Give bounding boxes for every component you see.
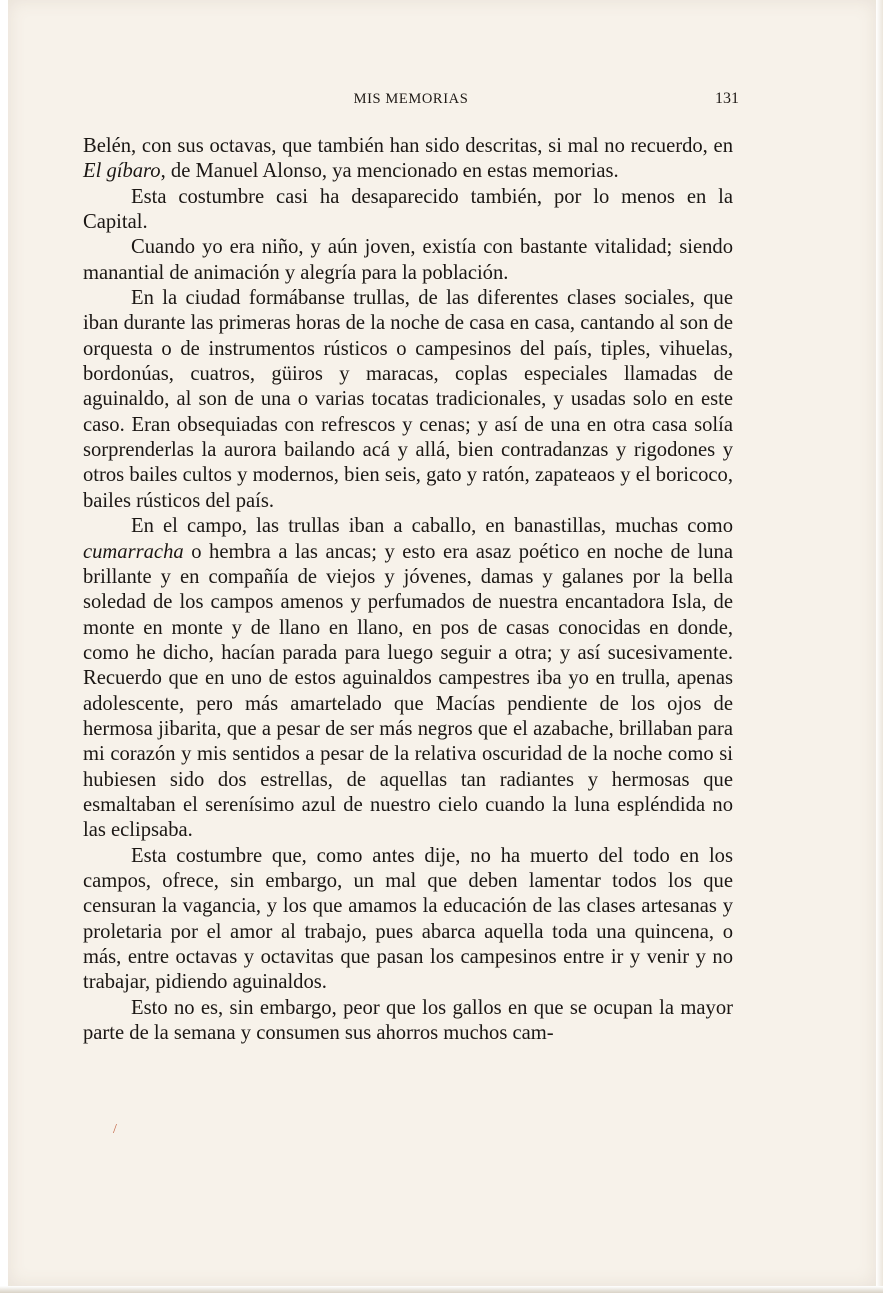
paragraph: [83, 844, 733, 996]
text-run: En la ciudad formábanse trullas, de las diferentes clases sociales, que iban durante las primeras horas de la noche de casa en casa, cantando al son de orquesta o de instrumentos rústicos o campesinos del país, tiples, vihuelas, bordonúas, cuatros, güiros y maracas, coplas especiales llamadas de aguinaldo, al son de una o varias tocatas tradicionales, y usadas solo en este caso. Eran obsequiadas con refrescos y cenas; y así de una en otra casa solía sorprenderlas la aurora bailando acá y allá, bien contradanzas y rigodones y otros bailes cultos y modernos, bien seis, gato y ratón, zapateaos y el boricoco, bailes rústicos del país.: [83, 287, 733, 512]
paragraph: [83, 514, 733, 843]
paragraph: [83, 134, 733, 185]
text-run: , de Manuel Alonso, ya mencionado en estas memorias.: [160, 160, 619, 183]
page-edge-bottom: [0, 1286, 883, 1293]
paragraph: [83, 996, 733, 1047]
pencil-mark: /: [113, 1122, 117, 1137]
page-number: 131: [715, 90, 739, 107]
text-run: Esta costumbre que, como antes dije, no ha muerto del todo en los campos, ofrece, sin embargo, un mal que deben lamentar todos los que censuran la vagancia, y los que amamos la educación de las clases artesanas y proletaria por el amor al trabajo, pues abarca aquella toda una quincena, o más, entre octavas y octavitas que pasan los campesinos entre ir y venir y no trabajar, pidiendo aguinaldos.: [83, 844, 733, 994]
running-header: [83, 90, 739, 110]
paragraph: [83, 185, 733, 236]
text-run: Cuando yo era niño, y aún joven, existía con bastante vitalidad; siendo manantial de animación y alegría para la población.: [83, 236, 733, 284]
text-run: Esta costumbre casi ha desaparecido también, por lo menos en la Capital.: [83, 185, 733, 234]
paragraph: [83, 286, 733, 514]
paragraph: [83, 235, 733, 286]
body-text: [83, 134, 733, 1046]
text-run: En el campo, las trullas iban a caballo, en banastillas, muchas como: [131, 515, 733, 538]
text-run: Esto no es, sin embargo, peor que los gallos en que se ocupan la mayor parte de la semana y consumen sus ahorros muchos cam-: [83, 996, 733, 1045]
text-run: o hembra a las ancas; y esto era asaz poético en noche de luna brillante y en compañía de viejos y jóvenes, damas y galanes por la bella soledad de los campos amenos y perfumados de nuestra encantadora Isla, de monte en monte y de llano en llano, en pos de casas conocidas en donde, como he dicho, hacían parada para luego seguir a otra; y así sucesivamente. Recuerdo que en uno de estos aguinaldos campestres iba yo en trulla, apenas adolescente, pero más amartelado que Macías pendiente de los ojos de hermosa jibarita, que a pesar de ser más negros que el azabache, brillaban para mi corazón y mis sentidos a pesar de la relativa oscuridad de la noche como si hubiesen sido dos estrellas, de aquellas tan radiantes y hermosas que esmaltaban el serenísimo azul de nuestro cielo cuando la luna espléndida no las eclipsaba.: [83, 540, 733, 842]
page-edge: [876, 0, 883, 1293]
text-run: Belén, con sus octavas, que también han sido descritas, si mal no recuerdo, en: [83, 135, 733, 157]
running-title: MIS MEMORIAS: [353, 91, 469, 107]
italic-title: El gíbaro: [83, 160, 161, 183]
italic-title: cumarracha: [83, 540, 184, 563]
